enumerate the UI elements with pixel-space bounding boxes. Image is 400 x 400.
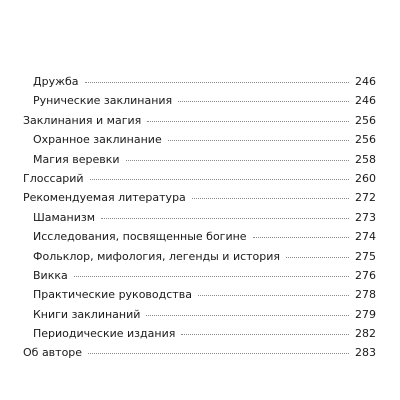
toc-entry-title: Исследования, посвященные богине	[33, 230, 247, 244]
toc-entry-title: Книги заклинаний	[33, 307, 141, 321]
toc-entry-page: 246	[355, 75, 376, 88]
toc-entry-page: 282	[355, 327, 376, 341]
toc-entry	[23, 247, 376, 266]
toc-entry	[23, 266, 376, 285]
toc-entry-page: 256	[355, 113, 376, 127]
toc-entry-title: Викка	[33, 268, 68, 282]
toc-entry	[23, 305, 376, 324]
toc-entry-title: Практические руководства	[33, 288, 192, 302]
toc-entry	[23, 285, 376, 304]
dot-leader	[181, 334, 349, 335]
toc-entry	[23, 188, 376, 207]
toc-entry	[23, 324, 376, 343]
dot-leader	[253, 237, 349, 238]
toc-entry-title: Глоссарий	[23, 171, 84, 185]
toc-entry	[23, 150, 376, 169]
dot-leader	[126, 160, 349, 161]
dot-leader	[178, 101, 349, 102]
table-of-contents	[23, 72, 376, 363]
dot-leader	[85, 82, 349, 83]
toc-entry-title: Магия веревки	[33, 152, 120, 166]
toc-entry-page: 260	[355, 171, 376, 185]
dot-leader	[147, 121, 349, 122]
toc-entry-page: 256	[355, 133, 376, 147]
toc-entry-page: 274	[355, 230, 376, 244]
toc-entry-page: 273	[355, 210, 376, 224]
dot-leader	[74, 276, 349, 277]
toc-entry-page: 276	[355, 268, 376, 282]
toc-entry-page: 272	[355, 191, 376, 205]
toc-entry	[23, 72, 376, 91]
toc-entry	[23, 227, 376, 246]
dot-leader	[88, 353, 349, 354]
toc-entry-title: Охранное заклинание	[33, 133, 162, 147]
toc-entry-page: 278	[355, 288, 376, 302]
dot-leader	[101, 218, 349, 219]
toc-entry-page: 275	[355, 249, 376, 263]
toc-entry-title: Фольклор, мифология, легенды и история	[33, 249, 281, 263]
toc-entry-page: 258	[355, 152, 376, 166]
toc-entry	[23, 91, 376, 110]
dot-leader	[168, 140, 349, 141]
toc-entry-title: Рунические заклинания	[33, 94, 173, 108]
toc-entry-title: Рекомендуемая литература	[23, 191, 186, 205]
toc-entry-page: 283	[355, 346, 376, 360]
toc-entry	[23, 111, 376, 130]
dot-leader	[90, 179, 349, 180]
toc-entry-title: Заклинания и магия	[23, 113, 142, 127]
dot-leader	[286, 257, 349, 258]
toc-entry	[23, 343, 376, 362]
toc-entry-page: 279	[355, 307, 376, 321]
toc-entry	[23, 208, 376, 227]
dot-leader	[198, 295, 349, 296]
toc-entry	[23, 130, 376, 149]
toc-entry-title: Об авторе	[23, 346, 83, 360]
toc-entry-page: 246	[355, 94, 376, 108]
toc-entry-title: Периодические издания	[33, 327, 176, 341]
dot-leader	[192, 198, 349, 199]
toc-entry	[23, 169, 376, 188]
toc-entry-title: Дружба	[33, 75, 79, 88]
dot-leader	[146, 315, 349, 316]
toc-entry-title: Шаманизм	[33, 210, 96, 224]
